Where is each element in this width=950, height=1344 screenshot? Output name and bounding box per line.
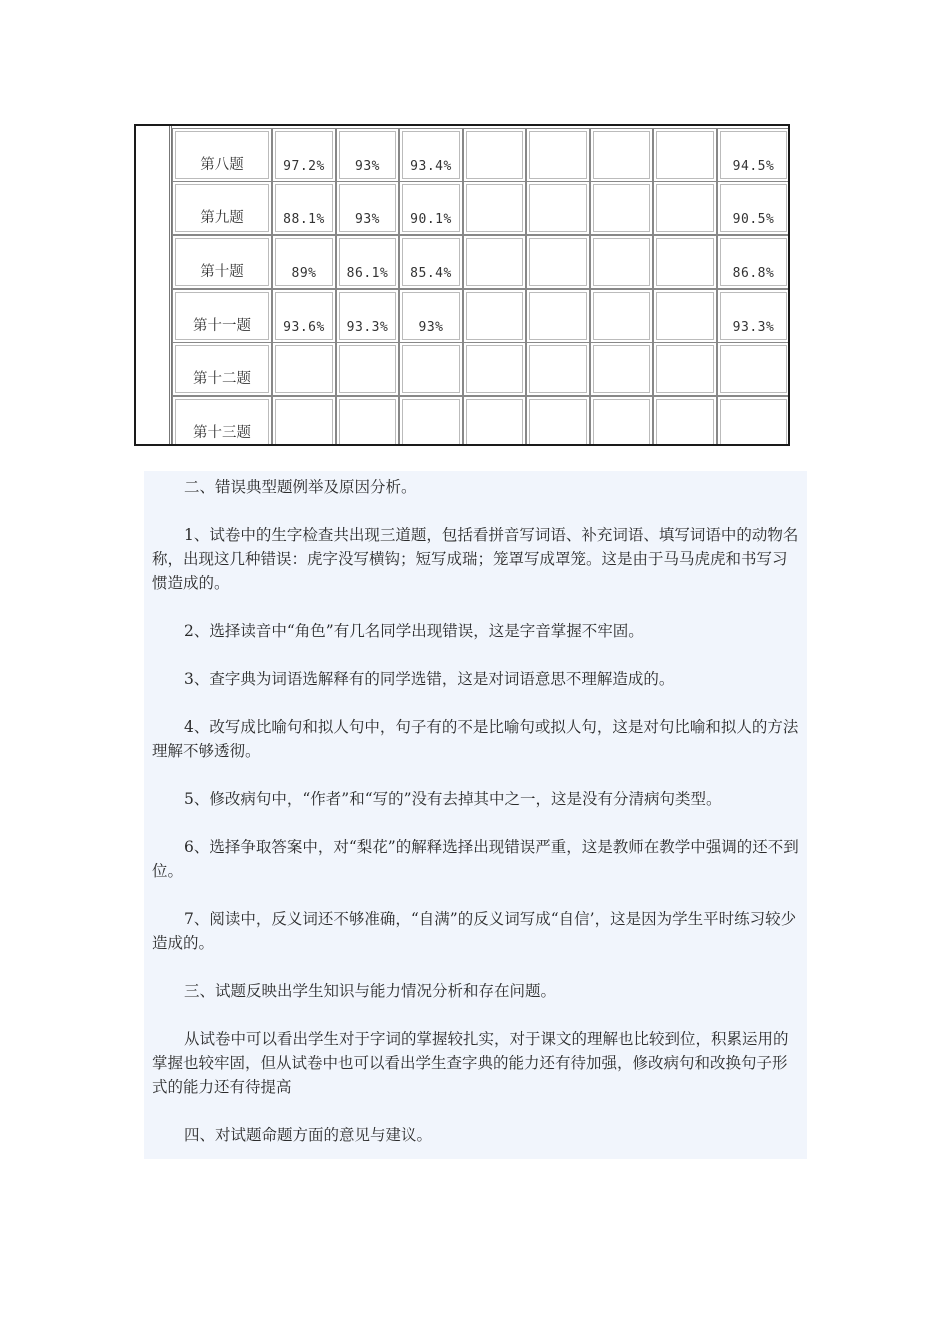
table-cell [590,289,653,343]
table-cell: 93% [336,181,399,235]
section2-item-7: 7、阅读中，反义词还不够准确，“自满”的反义词写成“自信’，这是因为学生平时练习较少造成的。 [152,910,797,952]
section2-item-6: 6、选择争取答案中，对“梨花”的解释选择出现错误严重，这是教师在教学中强调的还不到位。 [152,838,799,880]
table-cell [653,396,717,446]
table-cell [653,181,717,235]
row-label: 第十三题 [172,396,272,446]
table-cell [717,396,790,446]
table-cell [336,396,399,446]
table-cell [526,181,590,235]
table-cell [463,396,526,446]
table-cell [590,342,653,396]
table-cell: 93% [336,128,399,182]
table-cell [526,289,590,343]
table-cell [463,235,526,289]
section3-heading: 三、试题反映出学生知识与能力情况分析和存在问题。 [184,982,557,1000]
table-cell [717,342,790,396]
table-cell [526,128,590,182]
section2-heading: 二、错误典型题例举及原因分析。 [184,478,417,496]
table-cell [590,181,653,235]
table-cell [653,128,717,182]
table-cell: 93% [399,289,463,343]
table-cell [463,181,526,235]
section2-item-3: 3、查字典为词语选解释有的同学选错，这是对词语意思不理解造成的。 [184,670,675,688]
table-cell: 93.3% [717,289,790,343]
section2-item-2: 2、选择读音中“角色”有几名同学出现错误，这是字音掌握不牢固。 [184,622,644,640]
table-side-column [136,126,172,444]
row-label: 第十一题 [172,289,272,343]
table-cell [336,342,399,396]
table-cell [653,289,717,343]
table-cell [526,342,590,396]
table-cell [653,235,717,289]
table-cell [463,289,526,343]
table-cell [272,396,336,446]
table-cell: 97.2% [272,128,336,182]
table-cell: 93.3% [336,289,399,343]
table-cell [526,396,590,446]
table-cell: 89% [272,235,336,289]
table-cell [590,396,653,446]
analysis-text-block [144,471,807,1159]
table-cell [272,342,336,396]
table-cell [590,235,653,289]
table-cell: 86.8% [717,235,790,289]
table-cell [399,396,463,446]
table-cell [526,235,590,289]
table-cell [653,342,717,396]
section4-heading: 四、对试题命题方面的意见与建议。 [184,1126,433,1144]
table-cell [463,342,526,396]
table-cell: 85.4% [399,235,463,289]
row-label: 第十题 [172,235,272,289]
table-cell: 90.5% [717,181,790,235]
table-cell [590,128,653,182]
statistics-table [134,124,790,446]
table-cell: 88.1% [272,181,336,235]
row-label: 第九题 [172,181,272,235]
section2-item-5: 5、修改病句中，“作者”和“写的”没有去掉其中之一，这是没有分清病句类型。 [184,790,722,808]
table-cell [399,342,463,396]
row-label: 第十二题 [172,342,272,396]
section3-body: 从试卷中可以看出学生对于字词的掌握较扎实，对于课文的理解也比较到位，积累运用的掌握也较牢固，但从试卷中也可以看出学生查字典的能力还有待加强，修改病句和改换句子形式的能力还有待提高 [152,1030,789,1096]
table-cell: 93.4% [399,128,463,182]
table-cell: 90.1% [399,181,463,235]
section2-item-1: 1、试卷中的生字检查共出现三道题，包括看拼音写词语、补充词语、填写词语中的动物名称，出现这几种错误：虎字没写横钩；短写成瑞；笼罩写成罩笼。这是由于马马虎虎和书写习惯造成的。 [152,526,799,592]
table-cell: 93.6% [272,289,336,343]
table-cell: 86.1% [336,235,399,289]
table-cell [463,128,526,182]
table-cell: 94.5% [717,128,790,182]
row-label: 第八题 [172,128,272,182]
section2-item-4: 4、改写成比喻句和拟人句中，句子有的不是比喻句或拟人句，这是对句比喻和拟人的方法理解不够透彻。 [152,718,799,760]
